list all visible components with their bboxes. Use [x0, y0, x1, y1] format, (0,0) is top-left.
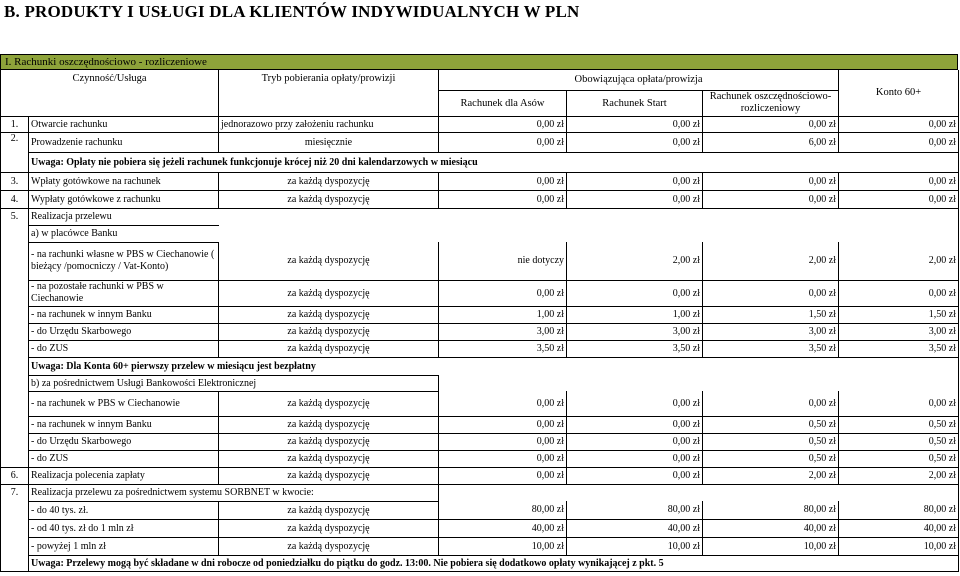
fee-start: 0,00 zł [567, 190, 703, 208]
header-start: Rachunek Start [567, 90, 703, 116]
fee-konto60: 0,50 zł [839, 450, 959, 467]
header-konto60: Konto 60+ [839, 70, 959, 116]
fee-konto60: 0,50 zł [839, 433, 959, 450]
table-row [1, 450, 959, 467]
row-mode: za każdą dyspozycję [219, 340, 439, 357]
fee-start: 1,00 zł [567, 306, 703, 323]
header-asow: Rachunek dla Asów [439, 90, 567, 116]
fee-osz: 2,00 zł [703, 242, 839, 280]
row-number: 2. [1, 132, 29, 152]
note-text: Uwaga: Przelewy mogą być składane w dni robocze od poniedziałku do piątku do godz. 13:00. Nie pobiera się dodatkowo opłaty wynikającej z pkt. 5 [29, 555, 959, 571]
row-mode: za każdą dyspozycję [219, 190, 439, 208]
row-label: b) za pośrednictwem Usługi Bankowości Elektronicznej [29, 375, 439, 391]
fee-osz: 0,50 zł [703, 416, 839, 433]
fee-osz: 0,00 zł [703, 280, 839, 306]
row-mode: jednorazowo przy założeniu rachunku [219, 116, 439, 132]
row-mode: za każdą dyspozycję [219, 391, 439, 416]
table-row [1, 172, 959, 190]
row-label: - do ZUS [29, 450, 219, 467]
fee-konto60: 2,00 zł [839, 467, 959, 484]
table-row [1, 116, 959, 132]
table-row [1, 484, 959, 501]
fee-asow: 0,00 zł [439, 467, 567, 484]
fee-konto60: 2,00 zł [839, 242, 959, 280]
table-row [1, 306, 959, 323]
fee-asow: 80,00 zł [439, 501, 567, 519]
fee-start: 40,00 zł [567, 519, 703, 537]
fee-osz: 0,00 zł [703, 190, 839, 208]
fee-konto60: 10,00 zł [839, 537, 959, 555]
fee-asow: 0,00 zł [439, 280, 567, 306]
fee-konto60: 3,50 zł [839, 340, 959, 357]
row-label: - na rachunek w PBS w Ciechanowie [29, 391, 219, 416]
fee-konto60: 0,00 zł [839, 280, 959, 306]
fee-konto60: 0,00 zł [839, 190, 959, 208]
fee-konto60: 0,00 zł [839, 172, 959, 190]
fee-osz: 0,00 zł [703, 116, 839, 132]
table-row [1, 280, 959, 306]
fee-asow: 0,00 zł [439, 132, 567, 152]
row-mode: za każdą dyspozycję [219, 433, 439, 450]
fee-asow: 0,00 zł [439, 416, 567, 433]
fee-asow: 1,00 zł [439, 306, 567, 323]
row-label: - powyżej 1 mln zł [29, 537, 219, 555]
row-label: Prowadzenie rachunku [29, 132, 219, 152]
fee-asow: 0,00 zł [439, 391, 567, 416]
table-row [1, 519, 959, 537]
header-osz: Rachunek oszczędnościowo-rozliczeniowy [703, 90, 839, 116]
row-number: 6. [1, 467, 29, 484]
fee-osz: 3,50 zł [703, 340, 839, 357]
table-row [1, 433, 959, 450]
fee-konto60: 1,50 zł [839, 306, 959, 323]
fee-asow: 40,00 zł [439, 519, 567, 537]
fee-osz: 1,50 zł [703, 306, 839, 323]
fee-osz: 0,50 zł [703, 433, 839, 450]
fee-konto60: 0,00 zł [839, 132, 959, 152]
fee-osz: 3,00 zł [703, 323, 839, 340]
note-row [1, 555, 959, 571]
fee-asow: 0,00 zł [439, 450, 567, 467]
fee-start: 3,50 zł [567, 340, 703, 357]
fee-osz: 10,00 zł [703, 537, 839, 555]
fee-konto60: 3,00 zł [839, 323, 959, 340]
fee-start: 0,00 zł [567, 116, 703, 132]
row-number: 3. [1, 172, 29, 190]
note-row [1, 152, 959, 172]
fee-asow: 0,00 zł [439, 172, 567, 190]
row-label: Realizacja polecenia zapłaty [29, 467, 219, 484]
fee-start: 0,00 zł [567, 433, 703, 450]
row-label: - do ZUS [29, 340, 219, 357]
fee-start: 10,00 zł [567, 537, 703, 555]
note-text: Uwaga: Opłaty nie pobiera się jeżeli rachunek funkcjonuje krócej niż 20 dni kalendarzowych w miesiącu [29, 152, 959, 172]
fee-osz: 0,00 zł [703, 391, 839, 416]
row-label: - na pozostałe rachunki w PBS w Ciechanowie [29, 280, 219, 306]
fee-asow: nie dotyczy [439, 242, 567, 280]
row-label: - od 40 tys. zł do 1 mln zł [29, 519, 219, 537]
fee-asow: 3,50 zł [439, 340, 567, 357]
row-mode: miesięcznie [219, 132, 439, 152]
row-number: 1. [1, 116, 29, 132]
table-row [1, 416, 959, 433]
row-label: - do 40 tys. zł. [29, 501, 219, 519]
fee-osz: 80,00 zł [703, 501, 839, 519]
row-mode: za każdą dyspozycję [219, 501, 439, 519]
fee-start: 2,00 zł [567, 242, 703, 280]
row-label: Wpłaty gotówkowe na rachunek [29, 172, 219, 190]
fee-asow: 0,00 zł [439, 190, 567, 208]
fee-start: 3,00 zł [567, 323, 703, 340]
row-number: 7. [1, 484, 29, 501]
row-mode: za każdą dyspozycję [219, 519, 439, 537]
fee-start: 80,00 zł [567, 501, 703, 519]
fee-konto60: 0,00 zł [839, 116, 959, 132]
table-row [1, 323, 959, 340]
header-mode: Tryb pobierania opłaty/prowizji [219, 70, 439, 116]
table-row [1, 208, 959, 225]
row-mode: za każdą dyspozycję [219, 242, 439, 280]
section-header: I. Rachunki oszczędnościowo - rozliczeniowe [0, 54, 958, 70]
fee-start: 0,00 zł [567, 391, 703, 416]
fee-asow: 10,00 zł [439, 537, 567, 555]
row-label: - na rachunek w innym Banku [29, 306, 219, 323]
row-mode: za każdą dyspozycję [219, 323, 439, 340]
row-mode: za każdą dyspozycję [219, 306, 439, 323]
header-fee-group: Obowiązująca opłata/prowizja [439, 70, 839, 90]
row-mode: za każdą dyspozycję [219, 537, 439, 555]
fee-asow: 3,00 zł [439, 323, 567, 340]
fee-osz: 2,00 zł [703, 467, 839, 484]
table-row [1, 225, 959, 242]
note-text: Uwaga: Dla Konta 60+ pierwszy przelew w miesiącu jest bezpłatny [29, 357, 959, 375]
fee-start: 0,00 zł [567, 467, 703, 484]
fee-konto60: 0,50 zł [839, 416, 959, 433]
row-mode: za każdą dyspozycję [219, 416, 439, 433]
fee-osz: 40,00 zł [703, 519, 839, 537]
fee-table [0, 70, 959, 572]
row-number: 5. [1, 208, 29, 225]
table-row [1, 132, 959, 152]
fee-osz: 6,00 zł [703, 132, 839, 152]
row-label: Realizacja przelewu [29, 208, 219, 225]
row-number: 4. [1, 190, 29, 208]
table-row [1, 340, 959, 357]
note-row [1, 357, 959, 375]
fee-konto60: 80,00 zł [839, 501, 959, 519]
row-label: - na rachunki własne w PBS w Ciechanowie ( bieżący /pomocniczy / Vat-Konto) [29, 242, 219, 280]
row-label: Otwarcie rachunku [29, 116, 219, 132]
table-row [1, 467, 959, 484]
table-row [1, 391, 959, 416]
row-mode: za każdą dyspozycję [219, 280, 439, 306]
fee-asow: 0,00 zł [439, 433, 567, 450]
table-row [1, 537, 959, 555]
fee-osz: 0,00 zł [703, 172, 839, 190]
table-row [1, 501, 959, 519]
fee-start: 0,00 zł [567, 172, 703, 190]
row-label: - do Urzędu Skarbowego [29, 323, 219, 340]
row-label: - do Urzędu Skarbowego [29, 433, 219, 450]
fee-start: 0,00 zł [567, 450, 703, 467]
fee-start: 0,00 zł [567, 280, 703, 306]
header-activity: Czynność/Usługa [1, 70, 219, 116]
row-mode: za każdą dyspozycję [219, 450, 439, 467]
row-mode: za każdą dyspozycję [219, 467, 439, 484]
table-row [1, 190, 959, 208]
page-title: B. PRODUKTY I USŁUGI DLA KLIENTÓW INDYWIDUALNYCH W PLN [4, 2, 580, 21]
fee-konto60: 0,00 zł [839, 391, 959, 416]
fee-osz: 0,50 zł [703, 450, 839, 467]
row-label: - na rachunek w innym Banku [29, 416, 219, 433]
row-label: Realizacja przelewu za pośrednictwem systemu SORBNET w kwocie: [29, 484, 439, 501]
row-label: Wypłaty gotówkowe z rachunku [29, 190, 219, 208]
fee-asow: 0,00 zł [439, 116, 567, 132]
table-row [1, 242, 959, 280]
row-mode: za każdą dyspozycję [219, 172, 439, 190]
fee-start: 0,00 zł [567, 132, 703, 152]
fee-start: 0,00 zł [567, 416, 703, 433]
table-row [1, 375, 959, 391]
fee-konto60: 40,00 zł [839, 519, 959, 537]
row-label: a) w placówce Banku [29, 225, 219, 242]
